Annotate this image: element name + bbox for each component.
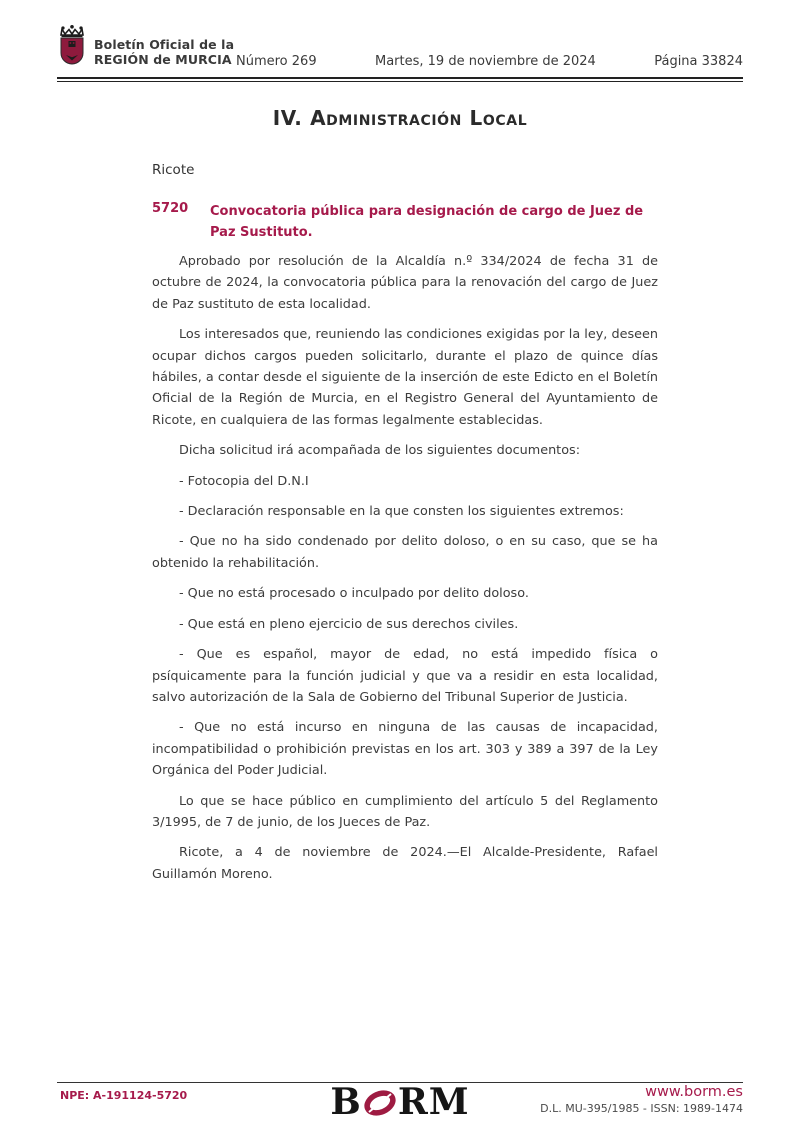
- header-rule-thick: [57, 77, 743, 79]
- header-rule-thin: [57, 81, 743, 82]
- announcement-number: 5720: [152, 201, 189, 216]
- paragraph: - Que es español, mayor de edad, no está impedido física o psíquicamente para la función judicial y que va a residir en esta localidad, salvo autorización de la Sala de Gobierno del Tribunal Superior de Justicia.: [152, 647, 658, 705]
- brand-line1: Boletín Oficial de la: [94, 37, 235, 52]
- brand-text: [94, 37, 234, 67]
- header-date: Martes, 19 de noviembre de 2024: [375, 54, 596, 69]
- header-page-number: Página 33824: [654, 54, 743, 69]
- brand-line2: REGIÓN de MURCIA: [94, 52, 232, 67]
- paragraph: - Que no ha sido condenado por delito doloso, o en su caso, que se ha obtenido la rehabilitación.: [152, 534, 658, 571]
- footer-npe-code: NPE: A-191124-5720: [60, 1089, 188, 1102]
- footer-website-link[interactable]: www.borm.es: [645, 1084, 743, 1100]
- borm-o-ellipse-icon: [363, 1085, 397, 1125]
- paragraph: - Fotocopia del D.N.I: [179, 473, 309, 489]
- borm-logo-rm: RM: [397, 1081, 470, 1123]
- paragraph: - Declaración responsable en la que consten los siguientes extremos:: [179, 504, 624, 520]
- paragraph: - Que está en pleno ejercicio de sus derechos civiles.: [179, 616, 519, 632]
- paragraph: Ricote, a 4 de noviembre de 2024.—El Alcalde-Presidente, Rafael Guillamón Moreno.: [152, 845, 658, 882]
- municipality-heading: Ricote: [152, 162, 195, 178]
- borm-logo-b: B: [330, 1081, 362, 1123]
- paragraph: Los interesados que, reuniendo las condiciones exigidas por la ley, deseen ocupar dichos cargos pueden solicitarlo, durante el plazo de quince días hábiles, a contar desde el siguiente de la inserción de este Edicto en el Boletín Oficial de la Región de Murcia, en el Registro General del Ayuntamiento de Ricote, en cualquiera de las formas legalmente establecidas.: [152, 327, 658, 428]
- paragraph: Lo que se hace público en cumplimiento del artículo 5 del Reglamento 3/1995, de 7 de junio, de los Jueces de Paz.: [152, 793, 658, 830]
- paragraph: Aprobado por resolución de la Alcaldía n.º 334/2024 de fecha 31 de octubre de 2024, la convocatoria pública para la renovación del cargo de Juez de Paz sustituto de esta localidad.: [152, 254, 658, 312]
- paragraph: - Que no está procesado o inculpado por delito doloso.: [179, 586, 529, 602]
- crowned-shield-icon: [56, 54, 88, 73]
- announcement-title: Convocatoria pública para designación de cargo de Juez de Paz Sustituto.: [210, 204, 644, 240]
- footer-legal-text: D.L. MU-395/1985 - ISSN: 1989-1474: [540, 1102, 743, 1115]
- header-issue-number: Número 269: [236, 54, 317, 69]
- region-murcia-logo: [56, 25, 88, 69]
- body-paragraphs: [152, 251, 658, 894]
- paragraph: Dicha solicitud irá acompañada de los siguientes documentos:: [179, 443, 581, 459]
- section-title: IV. Administración Local: [272, 106, 528, 130]
- paragraph: - Que no está incurso en ninguna de las causas de incapacidad, incompatibilidad o prohibición previstas en los art. 303 y 389 a 397 de la Ley Orgánica del Poder Judicial.: [152, 720, 658, 779]
